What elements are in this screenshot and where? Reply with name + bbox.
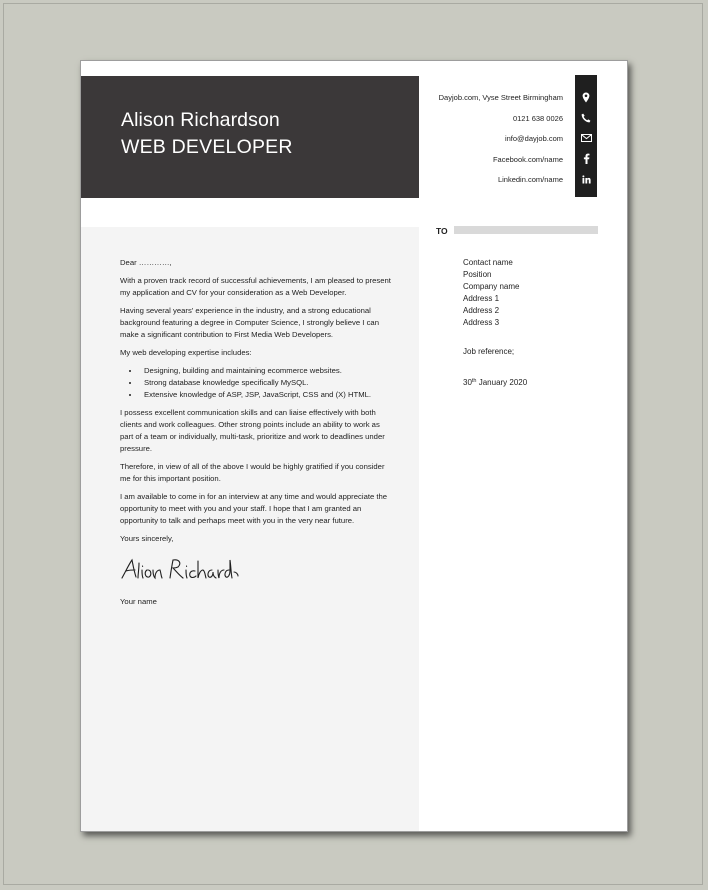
letter-greeting: Dear …………, — [120, 258, 172, 267]
recipient-address-3: Address 3 — [463, 318, 500, 327]
recipient-address-block — [463, 257, 519, 329]
cover-letter-page — [80, 60, 628, 832]
list-item: • Extensive knowledge of ASP, JSP, JavaScript, CSS and (X) HTML. — [140, 389, 392, 401]
letter-date — [463, 378, 527, 387]
letter-paragraph: I am available to come in for an interview at any time and would appreciate the opportunity to meet with you and your staff. I hope that I am granted an opportunity to talk and perhaps meet with you in the very near future. — [120, 491, 388, 525]
contact-details — [439, 92, 563, 195]
to-divider-bar — [454, 226, 598, 234]
email-icon — [575, 131, 597, 145]
list-item: • Designing, building and maintaining ecommerce websites. — [140, 365, 392, 377]
letter-paragraph: My web developing expertise includes: — [120, 348, 252, 357]
linkedin-icon — [575, 172, 597, 186]
header-band — [81, 76, 419, 198]
facebook-icon — [575, 152, 597, 166]
to-label: TO — [436, 226, 448, 236]
contact-icon-bar — [575, 75, 597, 197]
date-month-year: January 2020 — [476, 378, 528, 387]
date-suffix: th — [471, 378, 477, 384]
letter-closing: Yours sincerely, — [120, 533, 174, 543]
letter-paragraph: I possess excellent communication skills and can liaise effectively with both clients and work colleagues. Other strong points include an ability to work as part of a team or individually, multi-task, prioritize and work to deadlines under pressure. — [120, 408, 385, 453]
applicant-name: Alison Richardson — [121, 109, 280, 131]
letter-body — [120, 257, 392, 614]
recipient-position: Position — [463, 270, 492, 279]
recipient-address-1: Address 1 — [463, 294, 500, 303]
your-name: Your name — [120, 596, 157, 606]
job-reference: Job reference; — [463, 347, 515, 356]
contact-phone: 0121 638 0026 — [512, 113, 563, 123]
letter-paragraph: Having several years' experience in the industry, and a strong educational background featuring a degree in Computer Science, I strongly believe I can make a significant contribution to First Media Web Developers. — [120, 306, 379, 339]
recipient-contact-name: Contact name — [463, 258, 513, 267]
applicant-job-title: WEB DEVELOPER — [121, 136, 293, 158]
recipient-company-name: Company name — [463, 282, 520, 291]
recipient-address-2: Address 2 — [463, 306, 500, 315]
contact-email: info@dayjob.com — [504, 134, 563, 144]
list-item: • Strong database knowledge specifically MySQL. — [140, 377, 392, 389]
letter-paragraph: Therefore, in view of all of the above I would be highly gratified if you consider me for this important position. — [120, 461, 385, 483]
map-pin-icon — [575, 90, 597, 104]
letter-paragraph: With a proven track record of successful achievements, I am pleased to present my application and CV for your consideration as a Web Developer. — [120, 276, 391, 297]
contact-linkedin: Linkedin.com/name — [497, 175, 563, 185]
phone-icon — [575, 111, 597, 125]
contact-address: Dayjob.com, Vyse Street Birmingham — [438, 93, 563, 102]
contact-facebook: Facebook.com/name — [492, 154, 563, 164]
date-day: 30 — [463, 378, 472, 387]
handwritten-signature — [120, 557, 240, 583]
expertise-list — [120, 365, 392, 401]
